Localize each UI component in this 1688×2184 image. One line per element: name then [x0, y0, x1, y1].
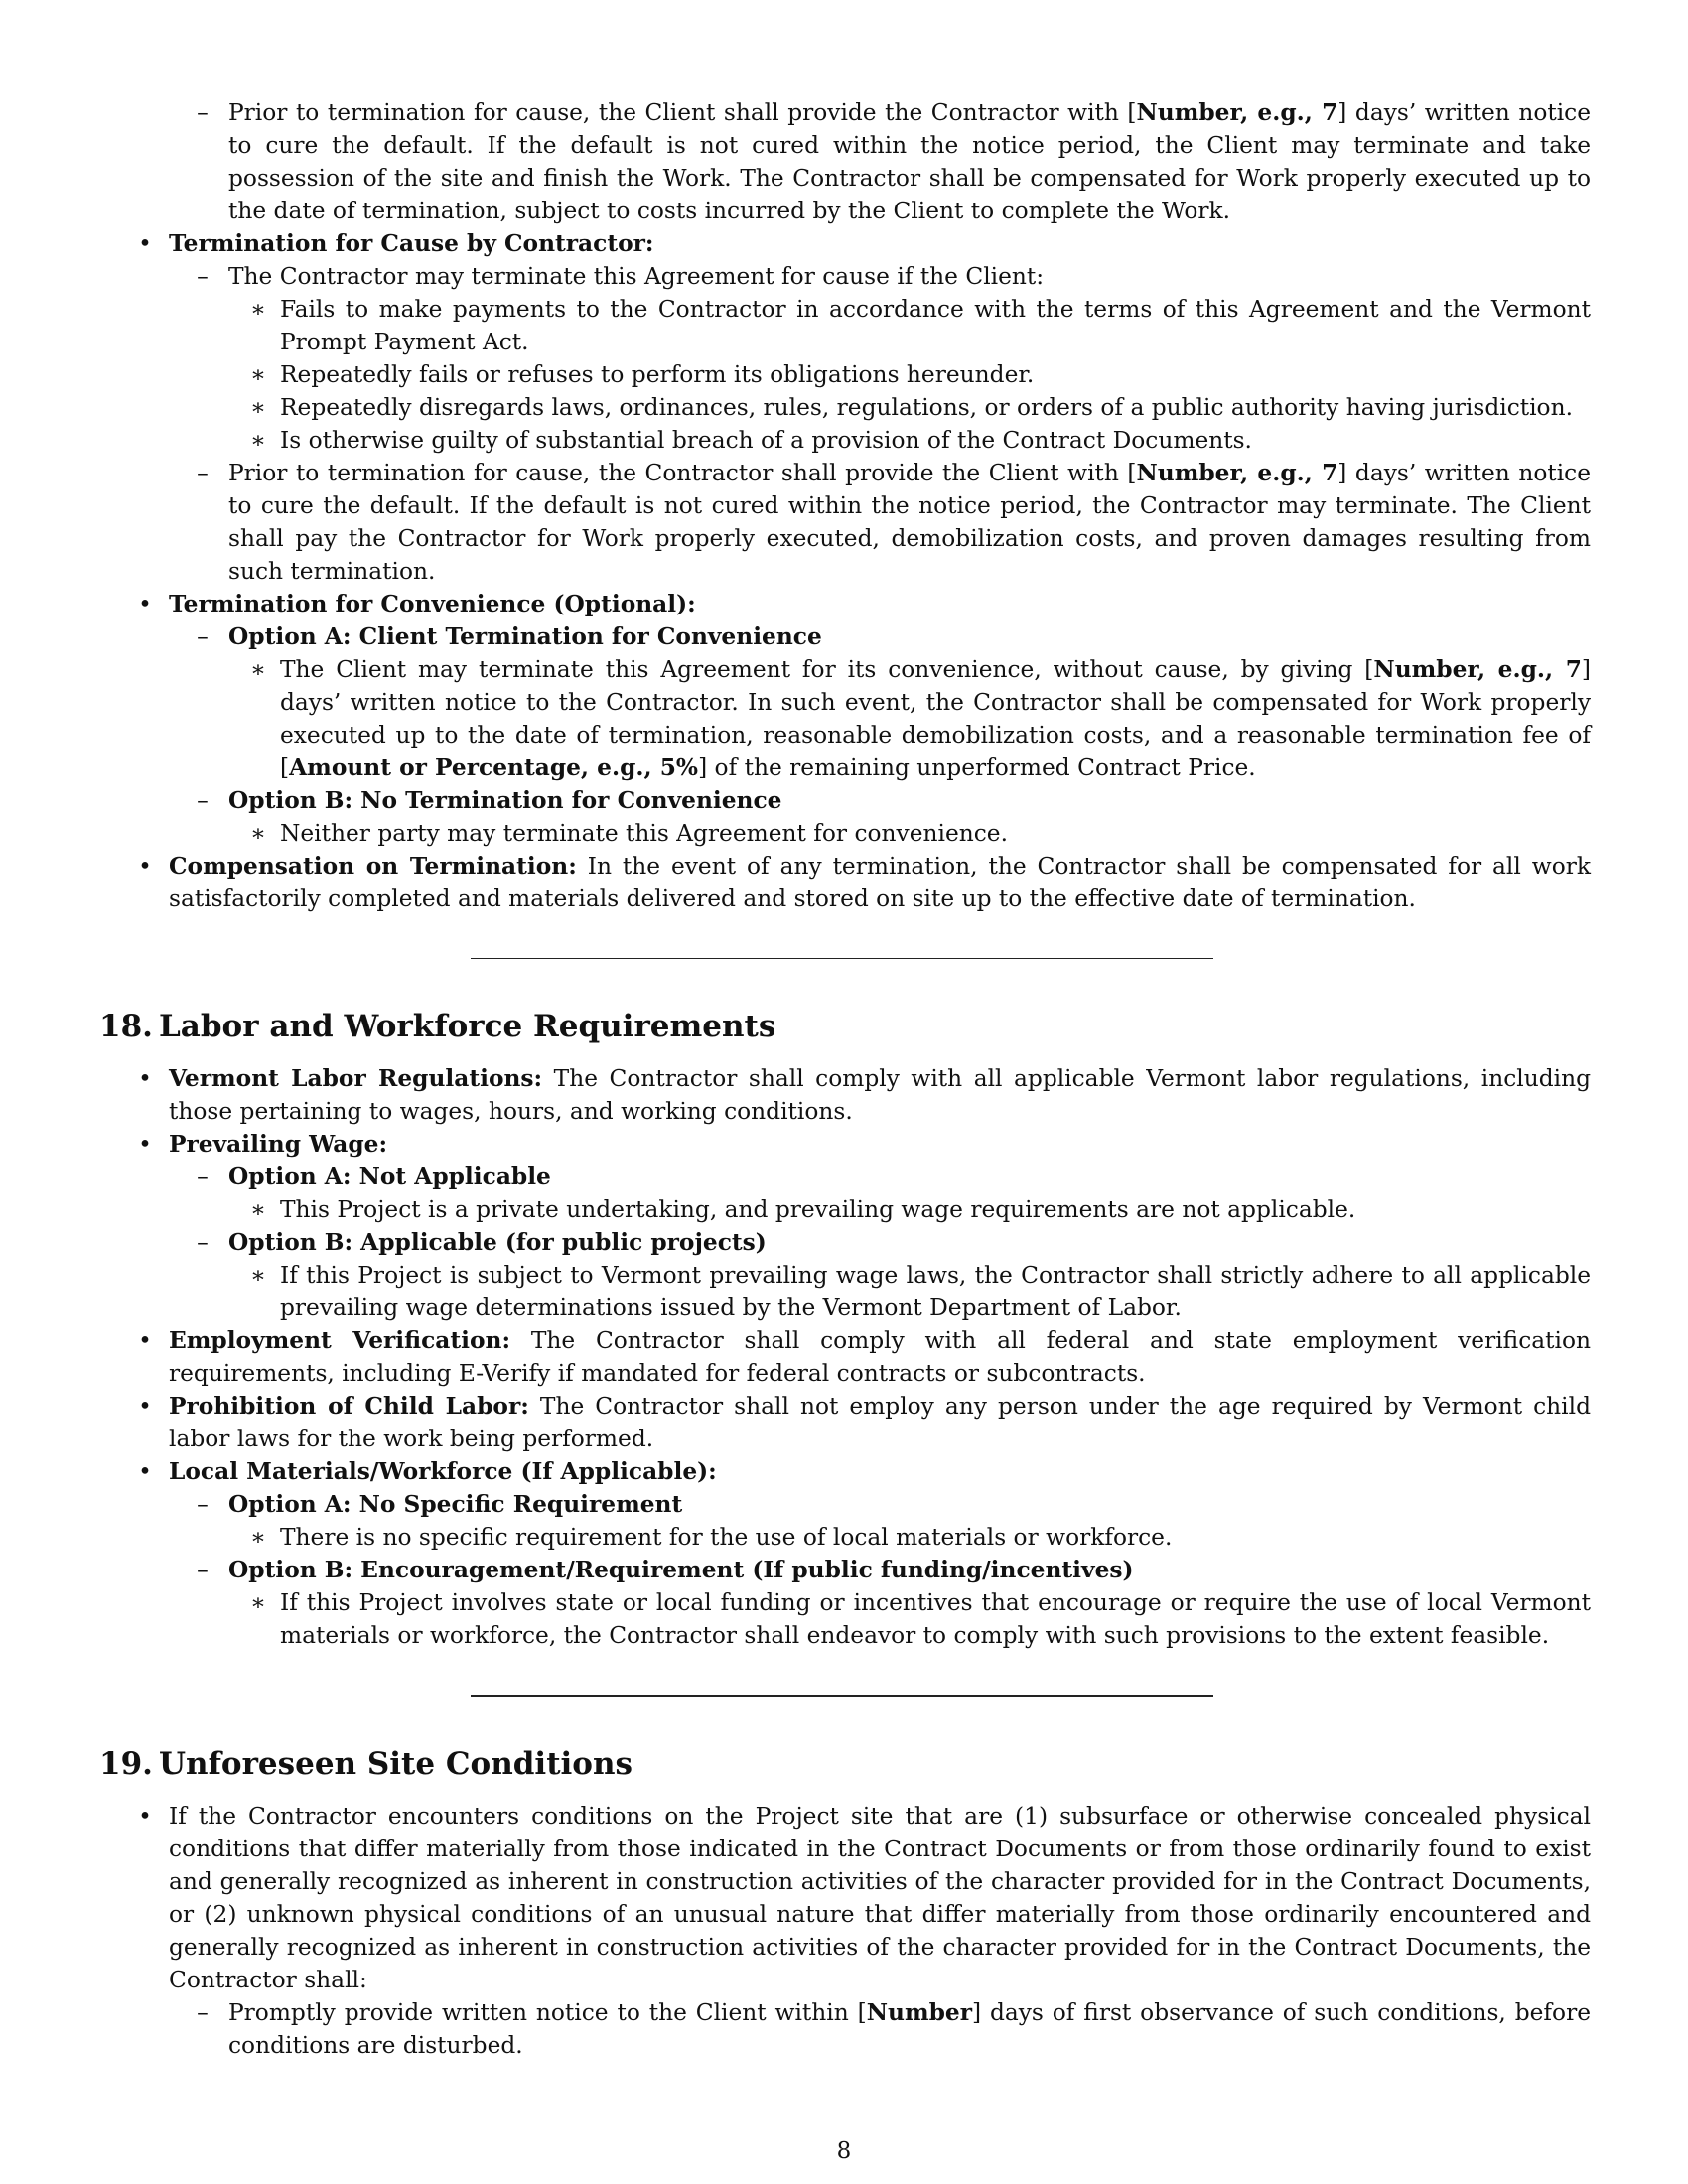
list-item	[99, 1160, 1591, 1193]
dash-marker: –	[197, 1491, 209, 1519]
dash-marker: –	[197, 1163, 209, 1191]
bullet-marker: •	[138, 1131, 152, 1159]
list-item: • Local Materials/Workforce (If Applicable):	[99, 1455, 1591, 1488]
star-marker: ∗	[250, 427, 266, 454]
section-number: 19.	[99, 1745, 153, 1782]
list-item: – Prior to termination for cause, the Contractor shall provide the Client with [Number, e.g., 7] days’ written notice to cure the default. If the default is not cured within the notice period, the Contractor may terminate. The Client shall pay the Contractor for Work properly executed, demobilization costs, and proven damages resulting from such termination.	[99, 457, 1591, 588]
list-item: ∗ If this Project is subject to Vermont prevailing wage laws, the Contractor shall strictly adhere to all applicable prevailing wage determinations issued by the Vermont Department of Labor.	[99, 1259, 1591, 1324]
section-number: 18.	[99, 1009, 153, 1045]
page-number: 8	[836, 2138, 852, 2164]
list-item: ∗ Is otherwise guilty of substantial breach of a provision of the Contract Documents.	[99, 424, 1591, 457]
bullet-marker: •	[138, 230, 152, 257]
option-heading: Option B: Encouragement/Requirement (If public funding/incentives)	[228, 1557, 1134, 1584]
option-heading: Option A: Not Applicable	[228, 1163, 551, 1191]
bullet-marker: •	[138, 1393, 152, 1421]
option-heading: Option B: Applicable (for public projects)	[228, 1229, 767, 1257]
dash-marker: –	[197, 1557, 209, 1584]
list-item	[99, 1554, 1591, 1586]
dash-marker: –	[197, 623, 209, 650]
bullet-marker: •	[138, 1065, 152, 1093]
bullet-marker: •	[138, 1458, 152, 1486]
list-item: ∗ Repeatedly disregards laws, ordinances, rules, regulations, or orders of a public authority having jurisdiction.	[99, 391, 1591, 424]
star-marker: ∗	[250, 1196, 266, 1224]
list-item: – Prior to termination for cause, the Client shall provide the Contractor with [Number, e.g., 7] days’ written notice to cure the default. If the default is not cured within the notice period, the Client may terminate and take possession of the site and finish the Work. The Contractor shall be compensated for Work properly executed up to the date of termination, subject to costs incurred by the Client to complete the Work.	[99, 96, 1591, 227]
bullet-marker: •	[138, 1802, 152, 1830]
list-item: ∗ The Client may terminate this Agreement for its convenience, without cause, by giving [Number, e.g., 7] days’ written notice to the Contractor. In such event, the Contractor shall be compensated for Work properly executed up to the date of termination, reasonable demobilization costs, and a reasonable termination fee of [Amount or Percentage, e.g., 5%] of the remaining unperformed Contract Price.	[99, 653, 1591, 784]
list-item: – Promptly provide written notice to the Client within [Number] days of first observance of such conditions, before conditions are disturbed.	[99, 1996, 1591, 2062]
item-heading: Termination for Cause by Contractor:	[169, 230, 654, 257]
option-heading: Option A: No Specific Requirement	[228, 1491, 683, 1519]
star-marker: ∗	[250, 656, 266, 683]
list-item	[99, 227, 1591, 260]
bullet-marker: •	[138, 853, 152, 880]
list-item: ∗ Fails to make payments to the Contractor in accordance with the terms of this Agreement and the Vermont Prompt Payment Act.	[99, 293, 1591, 358]
section-title: Unforeseen Site Conditions	[159, 1745, 633, 1782]
star-marker: ∗	[250, 1262, 266, 1290]
list-item	[99, 620, 1591, 653]
list-item: – The Contractor may terminate this Agreement for cause if the Client:	[99, 260, 1591, 293]
option-heading: Option A: Client Termination for Convenience	[228, 623, 822, 650]
list-item: ∗ If this Project involves state or local funding or incentives that encourage or require the use of local Vermont materials or workforce, the Contractor shall endeavor to comply with such provisions to the extent feasible.	[99, 1586, 1591, 1652]
list-item	[99, 784, 1591, 817]
section-divider	[471, 958, 1213, 959]
section-title: Labor and Workforce Requirements	[159, 1009, 776, 1045]
item-heading: Termination for Convenience (Optional):	[169, 591, 696, 617]
list-item: • If the Contractor encounters conditions on the Project site that are (1) subsurface or otherwise concealed physical conditions that differ materially from those indicated in the Contract Documents or from those ordinarily found to exist and generally recognized as inherent in construction activities of the character provided for in the Contract Documents, or (2) unknown physical conditions of an unusual nature that differ materially from those ordinarily encountered and generally recognized as inherent in construction activities of the character provided for in the Contract Documents, the Contractor shall:	[99, 1800, 1591, 1996]
list-item: • Prohibition of Child Labor: The Contractor shall not employ any person under the age required by Vermont child labor laws for the work being performed.	[99, 1390, 1591, 1455]
dash-marker: –	[197, 787, 209, 814]
list-item: ∗ This Project is a private undertaking, and prevailing wage requirements are not applicable.	[99, 1193, 1591, 1226]
list-item: • Prevailing Wage:	[99, 1128, 1591, 1160]
dash-marker: –	[197, 99, 209, 126]
star-marker: ∗	[250, 1524, 266, 1552]
section-heading	[99, 1007, 1591, 1046]
dash-marker: –	[197, 460, 209, 486]
list-item	[99, 1488, 1591, 1521]
list-item: ∗ Repeatedly fails or refuses to perform its obligations hereunder.	[99, 358, 1591, 391]
dash-marker: –	[197, 1229, 209, 1257]
list-item: • Employment Verification: The Contractor shall comply with all federal and state employment verification requirements, including E-Verify if mandated for federal contracts or subcontracts.	[99, 1324, 1591, 1390]
star-marker: ∗	[250, 820, 266, 847]
dash-marker: –	[197, 263, 209, 290]
option-heading: Option B: No Termination for Convenience	[228, 787, 782, 814]
section-heading	[99, 1744, 1591, 1784]
list-item: • Vermont Labor Regulations: The Contractor shall comply with all applicable Vermont labor regulations, including those pertaining to wages, hours, and working conditions.	[99, 1062, 1591, 1128]
bullet-marker: •	[138, 1327, 152, 1355]
page-content	[99, 96, 1591, 2062]
list-item	[99, 588, 1591, 620]
list-item	[99, 1226, 1591, 1259]
list-item: ∗ There is no specific requirement for the use of local materials or workforce.	[99, 1521, 1591, 1554]
star-marker: ∗	[250, 1589, 266, 1617]
list-item: • Compensation on Termination: In the event of any termination, the Contractor shall be compensated for all work satisfactorily completed and materials delivered and stored on site up to the effective date of termination.	[99, 850, 1591, 915]
bullet-marker: •	[138, 591, 152, 617]
star-marker: ∗	[250, 296, 266, 323]
section-divider	[471, 1695, 1213, 1696]
list-item: ∗ Neither party may terminate this Agreement for convenience.	[99, 817, 1591, 850]
star-marker: ∗	[250, 361, 266, 388]
star-marker: ∗	[250, 394, 266, 421]
dash-marker: –	[197, 1998, 209, 2026]
